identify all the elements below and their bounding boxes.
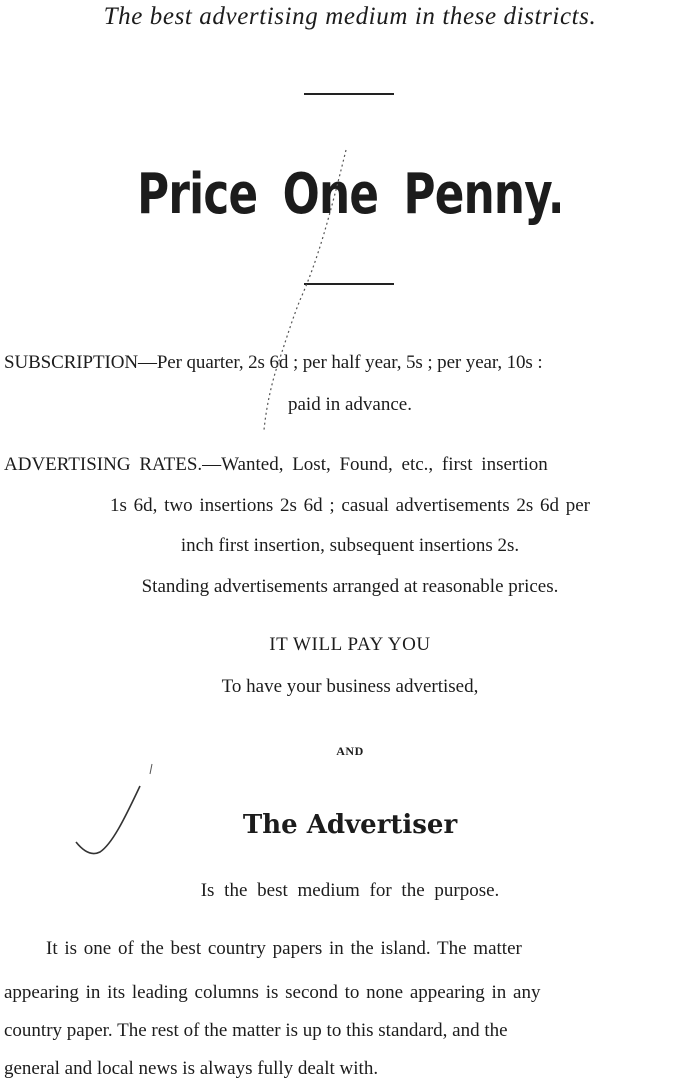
best-medium-line: Is the best medium for the purpose. (200, 880, 500, 901)
advertising-rates-line-2: 1s 6d, two insertions 2s 6d ; casual advertisements 2s 6d per (109, 495, 591, 516)
tagline: The best advertising medium in these districts. (103, 3, 597, 30)
pay-heading: IT WILL PAY YOU (269, 634, 431, 655)
top-rule (304, 93, 394, 95)
bottom-rule (304, 283, 394, 285)
advertising-rates-line-1: ADVERTISING RATES.—Wanted, Lost, Found, etc., first insertion (4, 454, 548, 475)
subscription-line-1: SUBSCRIPTION—Per quarter, 2s 6d ; per half year, 5s ; per year, 10s : (4, 352, 543, 373)
closing-line-4: general and local news is always fully dealt with. (4, 1058, 379, 1079)
closing-line-2: appearing in its leading columns is second to none appearing in any (4, 982, 541, 1003)
advertising-rates-line-4: Standing advertisements arranged at reasonable prices. (141, 576, 559, 597)
price-heading: Price One Penny. (137, 162, 564, 227)
pencil-dash (150, 764, 152, 774)
pay-subline: To have your business advertised, (221, 676, 479, 697)
closing-line-3: country paper. The rest of the matter is up to this standard, and the (4, 1020, 508, 1041)
advertising-rates-line-3: inch first insertion, subsequent insertions 2s. (180, 535, 520, 556)
closing-line-1: It is one of the best country papers in the island. The matter (46, 938, 522, 959)
subscription-line-2: paid in advance. (288, 394, 412, 415)
advertiser-title: The Advertiser (242, 810, 458, 840)
and-word: AND (336, 744, 364, 758)
